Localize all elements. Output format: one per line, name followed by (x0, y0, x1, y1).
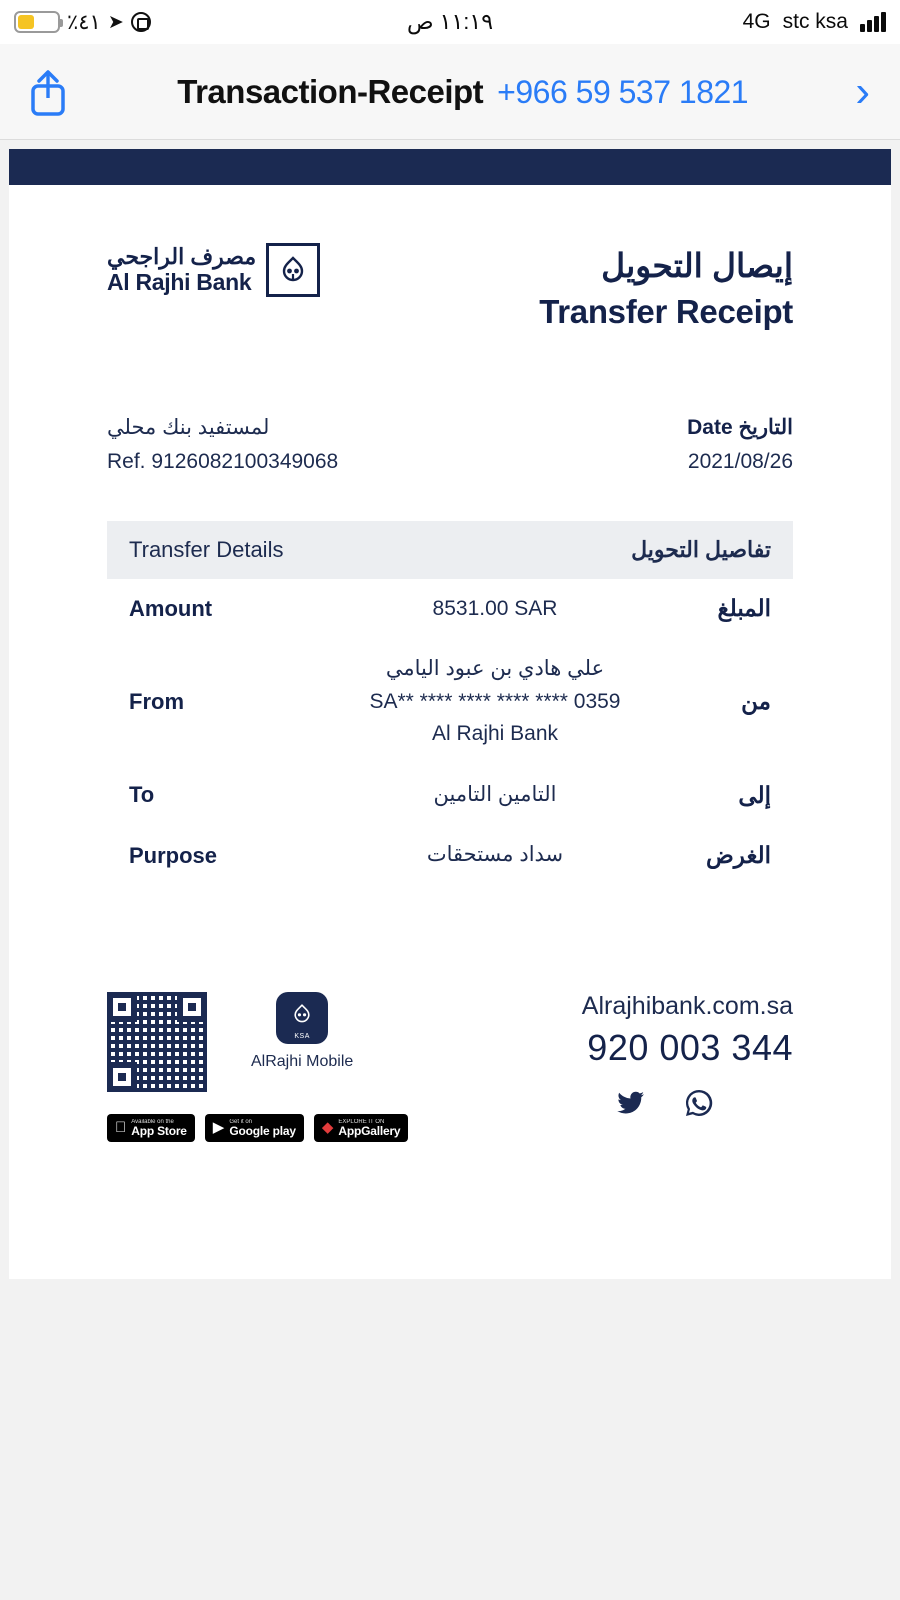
contact-phone-link[interactable]: +966 59 537 1821 (497, 73, 749, 110)
table-row (107, 765, 793, 826)
app-gallery-badge-label: AppGallery (327, 1123, 390, 1138)
bank-logo (107, 243, 320, 297)
status-bar-left (14, 10, 151, 35)
google-play-badge-label: Google play (218, 1123, 285, 1138)
status-bar-time: ١١:١٩ ص (406, 9, 494, 34)
from-account-bank: Al Rajhi Bank (431, 722, 559, 746)
row-label-ar: الغرض (706, 842, 771, 869)
row-value (369, 653, 621, 751)
row-label-en: From (129, 688, 184, 714)
app-gallery-badge[interactable] (310, 1114, 409, 1142)
receipt-meta-right (687, 411, 793, 478)
transfer-details-header (107, 521, 793, 579)
bank-name-ar: مصرف الراجحي (107, 243, 257, 269)
battery-percent-label: ٪٤١ (67, 10, 101, 34)
row-value: سداد مستحقات (426, 843, 564, 867)
bank-phone-number: 920 003 344 (587, 1026, 793, 1068)
share-icon[interactable] (26, 66, 70, 118)
receipt-header (107, 185, 793, 335)
row-label-en: Purpose (129, 842, 218, 868)
row-value: 8531.00 SAR (432, 596, 558, 620)
row-label-ar: المبلغ (717, 595, 771, 622)
page-title: Transaction-Receipt (177, 72, 484, 110)
signal-bars-icon (860, 12, 886, 32)
app-gallery-icon: ◆ (310, 1119, 323, 1137)
whatsapp-icon[interactable] (683, 1087, 715, 1119)
mobile-app-block (251, 992, 353, 1071)
google-play-badge[interactable] (201, 1114, 304, 1142)
date-value: 2021/08/26 (687, 449, 793, 473)
transfer-details-header-ar: تفاصيل التحويل (631, 536, 771, 562)
store-badges (107, 1114, 408, 1142)
google-play-icon: ▶ (201, 1119, 214, 1137)
nav-bar (0, 44, 900, 140)
receipt-meta-left (107, 411, 338, 478)
carrier-label: stc ksa (782, 10, 848, 33)
app-icon-region-label: KSA (294, 1032, 310, 1040)
row-label-ar: إلى (738, 781, 771, 808)
transfer-receipt-document (9, 149, 891, 1279)
table-row (107, 825, 793, 886)
row-value: التامين التامين (433, 782, 557, 806)
status-bar-right (743, 10, 886, 34)
receipt-title-en: Transfer Receipt (539, 293, 793, 331)
receipt-meta (107, 411, 793, 478)
row-label-en: To (129, 782, 155, 808)
app-store-badge[interactable] (107, 1114, 195, 1142)
app-store-badge-small: Available on the (120, 1118, 163, 1125)
qr-code-icon (107, 992, 207, 1092)
mobile-app-name: AlRajhi Mobile (251, 1052, 354, 1070)
transfer-details-header-en: Transfer Details (129, 536, 284, 562)
beneficiary-type-label: لمستفيد بنك محلي (107, 416, 270, 440)
screen-lock-icon (131, 12, 151, 32)
twitter-icon[interactable] (615, 1087, 647, 1119)
date-label-ar: التاريخ (738, 416, 793, 440)
receipt-top-bar (9, 149, 891, 185)
date-label-en: Date (687, 416, 733, 440)
battery-icon (14, 11, 60, 33)
receipt-title-ar: إيصال التحويل (601, 247, 793, 284)
location-arrow-icon: ➤ (107, 11, 124, 33)
from-account-name: علي هادي بن عبود اليامي (385, 657, 605, 681)
document-scroll-area[interactable] (0, 140, 900, 1599)
row-label-ar: من (741, 688, 771, 715)
nav-title-wrap (88, 73, 837, 111)
receipt-title (539, 243, 793, 335)
table-row (107, 579, 793, 640)
row-label-en: Amount (129, 595, 213, 621)
network-type-label: 4G (742, 10, 771, 33)
chevron-right-icon[interactable]: › (855, 66, 870, 116)
from-account-iban: SA** **** **** **** **** 0359 (369, 689, 621, 713)
transfer-details-table (107, 521, 793, 886)
apple-icon (115, 1120, 126, 1135)
social-links (582, 1087, 793, 1119)
bank-name-en: Al Rajhi Bank (107, 269, 252, 296)
app-gallery-badge-small: EXPLORE IT ON (327, 1118, 374, 1125)
app-store-badge-label: App Store (120, 1123, 176, 1138)
receipt-footer (107, 992, 793, 1182)
status-bar (0, 0, 900, 44)
receipt-footer-right (582, 992, 793, 1119)
receipt-footer-left (107, 992, 408, 1142)
table-row (107, 639, 793, 765)
alrajhi-logo-icon (266, 243, 320, 297)
google-play-badge-small: Get it on (218, 1118, 241, 1125)
reference-number: Ref. 9126082100349068 (107, 449, 339, 473)
bank-website: Alrajhibank.com.sa (581, 991, 793, 1020)
alrajhi-mobile-app-icon (276, 992, 328, 1044)
